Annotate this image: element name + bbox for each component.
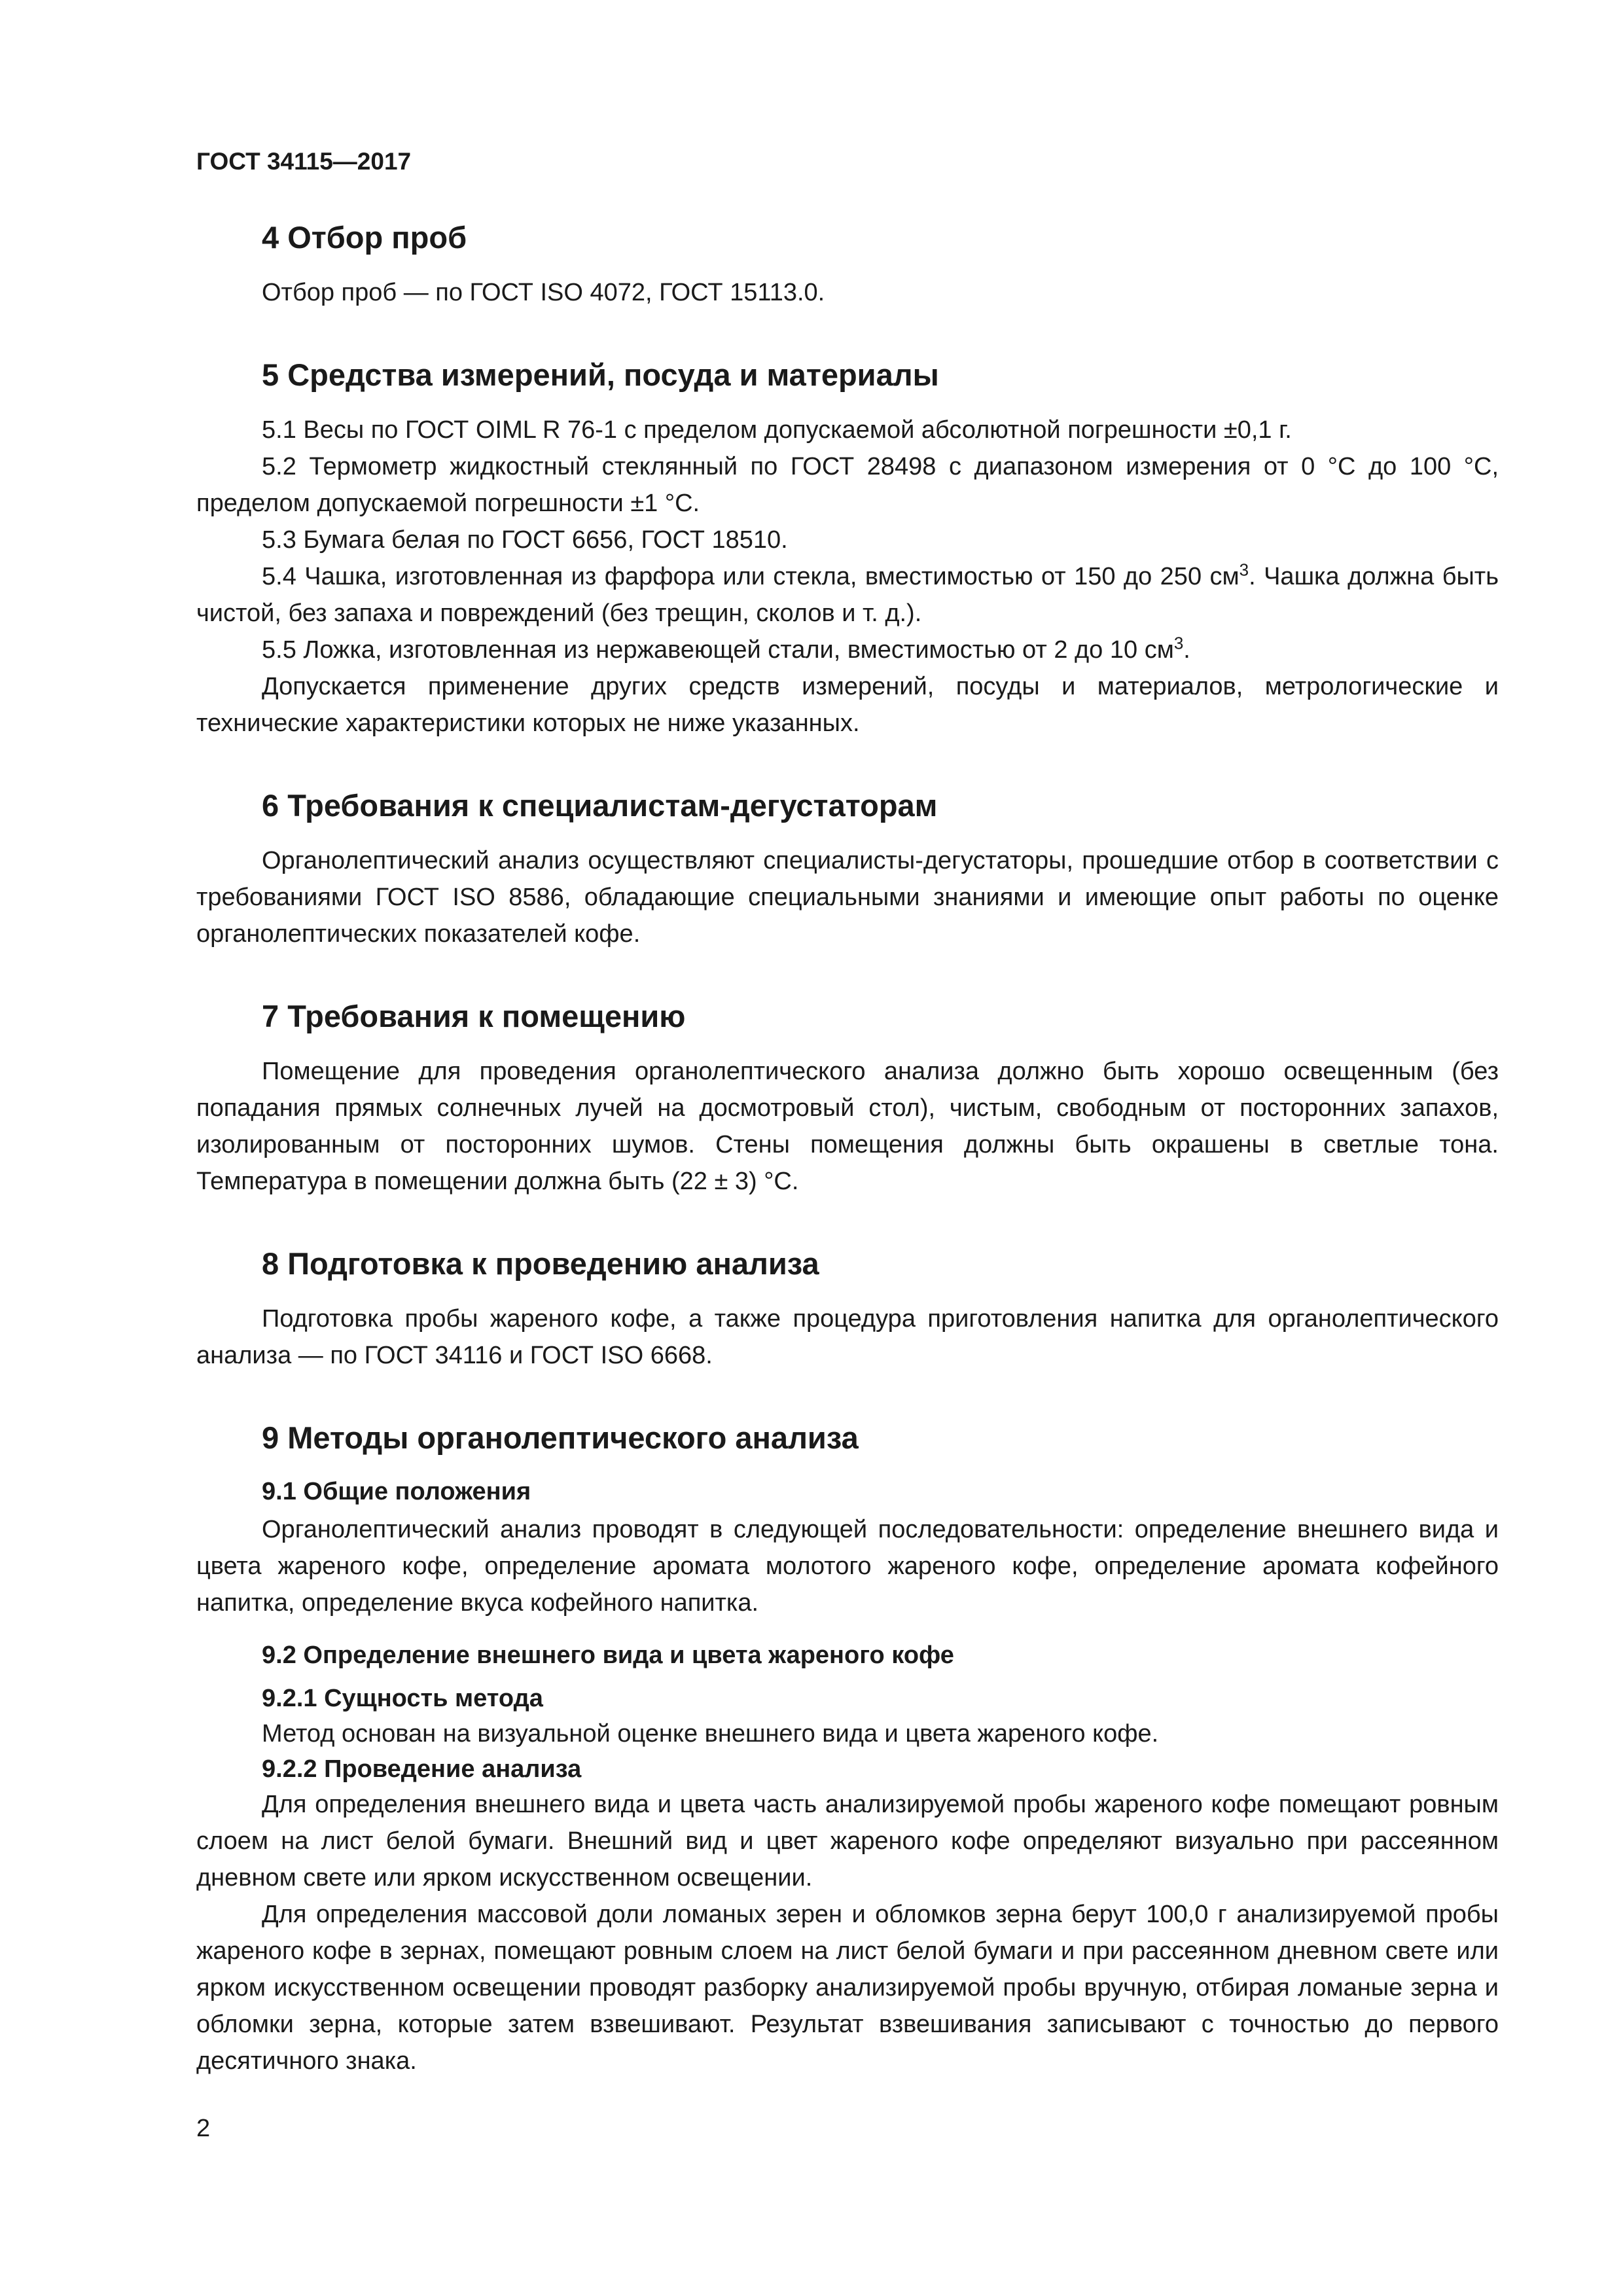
clause-5-4-text-b: . Чашка должна быть чистой, без запаха и повреждений (без трещин, сколов и т. д.). xyxy=(196,563,1499,627)
section-6-paragraph: Органолептический анализ осуществляют специалисты-дегустаторы, прошедшие отбор в соответствии с требованиями ГОСТ ISO 8586, обладающие специальными знаниями и имеющие опыт работы по оценке органолептических показателей кофе. xyxy=(196,847,1499,948)
subsection-9-2-2 xyxy=(196,1752,1499,2079)
section-7-paragraph: Помещение для проведения органолептического анализа должно быть хорошо освещенным (без попадания прямых солнечных лучей на досмотровый стол), чистым, свободным от посторонних запахов, изолированным от посторонних шумов. Стены помещения должны быть окрашены в светлые тона. Температура в помещении должна быть (22 ± 3) °С. xyxy=(196,1058,1499,1195)
section-6 xyxy=(196,787,1499,952)
subsection-9-1-paragraph: Органолептический анализ проводят в следующей последовательности: определение внешнего вида и цвета жареного кофе, определение аромата молотого жареного кофе, определение аромата кофейного напитка, определение вкуса кофейного напитка. xyxy=(196,1516,1499,1617)
subsection-9-2 xyxy=(196,1638,1499,1672)
clause-5-4 xyxy=(196,558,1499,632)
subsection-9-2-2-paragraph-1: Для определения внешнего вида и цвета часть анализируемой пробы жареного кофе помещают ровным слоем на лист белой бумаги. Внешний вид и цвет жареного кофе определяют визуально при рассеянном дневном свете или ярком искусственном освещении. xyxy=(196,1791,1499,1892)
document-page xyxy=(196,147,1499,2079)
clause-5-5 xyxy=(196,632,1499,668)
document-id-header: ГОСТ 34115—2017 xyxy=(196,148,412,175)
clause-5-2: 5.2 Термометр жидкостный стеклянный по ГОСТ 28498 с диапазоном измерения от 0 °С до 100 °С, пределом допускаемой погрешности ±1 °С. xyxy=(196,453,1499,517)
section-9 xyxy=(196,1420,1499,2079)
section-7 xyxy=(196,998,1499,1200)
subsection-9-2-2-paragraph-2: Для определения массовой доли ломаных зерен и обломков зерна берут 100,0 г анализируемой пробы жареного кофе в зернах, помещают ровным слоем на лист белой бумаги и при рассеянном дневном свете или ярком искусственном освещении проводят разборку анализируемой пробы вручную, отбирая ломаные зерна и обломки зерна, которые затем взвешивают. Результат взвешивания записывают с точностью до первого десятичного знака. xyxy=(196,1901,1499,2075)
subsection-9-2-2-title: 9.2.2 Проведение анализа xyxy=(262,1755,582,1783)
section-5 xyxy=(196,357,1499,742)
subsection-9-2-1 xyxy=(196,1681,1499,1752)
clause-5-5-text-b: . xyxy=(1183,636,1190,664)
section-8-paragraph: Подготовка пробы жареного кофе, а также процедура приготовления напитка для органолептического анализа — по ГОСТ 34116 и ГОСТ ISO 6668. xyxy=(196,1305,1499,1369)
section-7-title: 7 Требования к помещению xyxy=(262,999,686,1033)
subsection-9-2-1-title: 9.2.1 Сущность метода xyxy=(262,1685,543,1712)
section-4-title: 4 Отбор проб xyxy=(262,220,467,255)
section-5-note: Допускается применение других средств измерений, посуды и материалов, метрологические и технические характеристики которых не ниже указанных. xyxy=(196,673,1499,737)
clause-5-5-superscript: 3 xyxy=(1173,633,1184,653)
subsection-9-1 xyxy=(196,1475,1499,1621)
section-5-title: 5 Средства измерений, посуда и материалы xyxy=(262,357,939,392)
clause-5-4-superscript: 3 xyxy=(1239,560,1249,580)
section-9-title: 9 Методы органолептического анализа xyxy=(262,1420,859,1455)
subsection-9-2-1-paragraph: Метод основан на визуальной оценке внешнего вида и цвета жареного кофе. xyxy=(262,1720,1159,1748)
page-number: 2 xyxy=(196,2115,211,2142)
section-6-title: 6 Требования к специалистам-дегустаторам xyxy=(262,788,938,823)
subsection-9-2-title: 9.2 Определение внешнего вида и цвета жареного кофе xyxy=(262,1641,954,1669)
section-4-paragraph: Отбор проб — по ГОСТ ISO 4072, ГОСТ 15113.0. xyxy=(262,279,825,306)
section-4 xyxy=(196,219,1499,311)
section-8 xyxy=(196,1246,1499,1374)
clause-5-4-text-a: 5.4 Чашка, изготовленная из фарфора или стекла, вместимостью от 150 до 250 см xyxy=(262,563,1240,590)
clause-5-5-text-a: 5.5 Ложка, изготовленная из нержавеющей стали, вместимостью от 2 до 10 см xyxy=(262,636,1174,664)
clause-5-3: 5.3 Бумага белая по ГОСТ 6656, ГОСТ 18510. xyxy=(262,526,788,554)
section-8-title: 8 Подготовка к проведению анализа xyxy=(262,1246,819,1281)
subsection-9-1-title: 9.1 Общие положения xyxy=(262,1478,531,1505)
clause-5-1: 5.1 Весы по ГОСТ OIML R 76-1 с пределом допускаемой абсолютной погрешности ±0,1 г. xyxy=(262,416,1292,444)
